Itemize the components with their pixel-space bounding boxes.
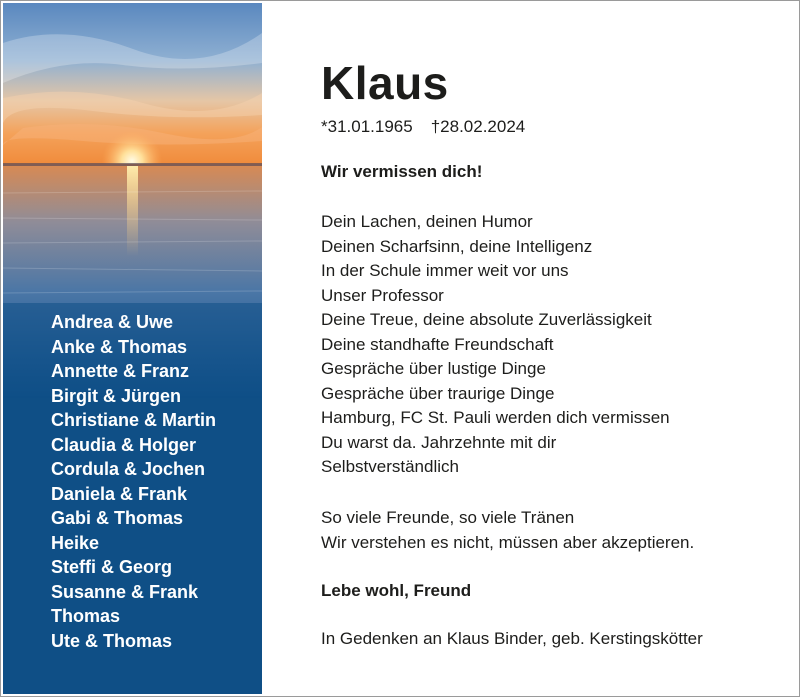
mourner-item: Christiane & Martin	[51, 410, 217, 430]
mourners-list	[51, 310, 216, 653]
deceased-name: Klaus	[321, 57, 449, 109]
mourner-item: Claudia & Holger	[51, 434, 197, 455]
farewell-line: Lebe wohl, Freund	[321, 581, 472, 600]
poem-line: Gespräche über traurige Dinge	[321, 383, 555, 403]
mourner-item: Susanne & Frank	[51, 581, 199, 602]
memorial-line: In Gedenken an Klaus Binder, geb. Kerstingskötter	[321, 629, 703, 648]
poem-line: Dein Lachen, deinen Humor	[321, 212, 533, 231]
mourner-item: Cordula & Jochen	[51, 459, 206, 479]
headline: Wir vermissen dich!	[321, 162, 483, 181]
birth-date: *31.01.1965	[321, 117, 413, 136]
mourner-item: Anke & Thomas	[51, 336, 188, 357]
mourner-item: Annette & Franz	[51, 361, 190, 381]
mourner-item: Gabi & Thomas	[51, 508, 184, 528]
second-stanza	[321, 506, 694, 555]
poem-line: Selbstverständlich	[321, 457, 459, 476]
poem-line: Deinen Scharfsinn, deine Intelligenz	[321, 236, 593, 256]
poem-line: Du warst da. Jahrzehnte mit dir	[321, 432, 557, 452]
life-dates	[321, 117, 525, 137]
poem-line: Deine standhafte Freundschaft	[321, 334, 554, 354]
poem-line: Unser Professor	[321, 285, 444, 305]
poem-line: Wir verstehen es nicht, müssen aber akzeptieren.	[321, 532, 695, 552]
mourner-item: Andrea & Uwe	[51, 312, 174, 332]
poem-line: Deine Treue, deine absolute Zuverlässigkeit	[321, 310, 652, 329]
mourner-item: Daniela & Frank	[51, 483, 188, 504]
mourner-item: Birgit & Jürgen	[51, 385, 182, 406]
mourner-item: Heike	[51, 532, 100, 553]
mourner-item: Ute & Thomas	[51, 630, 173, 651]
poem-line: Hamburg, FC St. Pauli werden dich vermissen	[321, 408, 670, 427]
left-panel	[3, 3, 262, 694]
mourner-item: Thomas	[51, 606, 121, 626]
poem-line: In der Schule immer weit vor uns	[321, 261, 569, 280]
mourner-item: Steffi & Georg	[51, 557, 173, 577]
poem	[321, 210, 670, 480]
poem-line: Gespräche über lustige Dinge	[321, 359, 546, 378]
poem-line: So viele Freunde, so viele Tränen	[321, 508, 575, 527]
death-date: †28.02.2024	[430, 117, 526, 136]
